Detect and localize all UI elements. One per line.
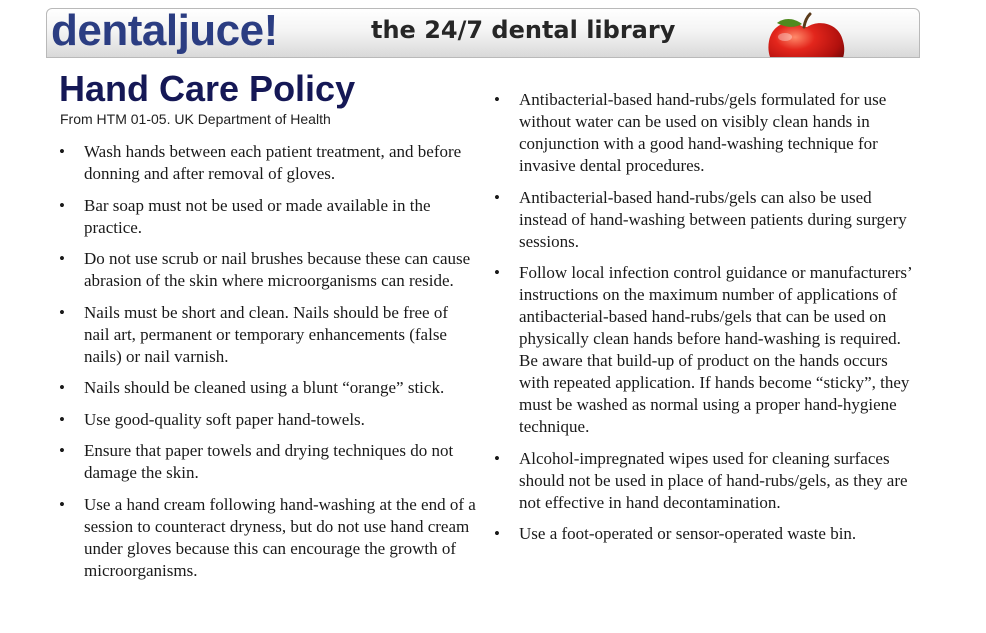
- bullet-icon: •: [59, 195, 65, 215]
- policy-item: [59, 195, 477, 239]
- policy-item-text: Use a foot-operated or sensor-operated waste bin.: [519, 524, 857, 543]
- right-policy-list: [494, 89, 914, 555]
- policy-item: [59, 440, 477, 484]
- brand-logo-text[interactable]: dentaljuce!: [51, 8, 278, 55]
- policy-item: [59, 302, 477, 368]
- bullet-icon: •: [59, 249, 65, 268]
- bullet-icon: •: [59, 441, 65, 460]
- bullet-icon: •: [494, 524, 500, 543]
- policy-item: [494, 89, 914, 177]
- site-tagline: the 24/7 dental library: [371, 16, 676, 44]
- policy-item-text: Nails must be short and clean. Nails should be free of nail art, permanent or temporary enhancements (false nails) or nail varnish.: [84, 302, 448, 366]
- site-banner: [46, 8, 920, 58]
- bullet-icon: •: [494, 448, 500, 468]
- policy-item: [59, 377, 477, 399]
- bullet-icon: •: [494, 263, 500, 282]
- policy-item: [59, 248, 477, 292]
- policy-item-text: Do not use scrub or nail brushes because these can cause abrasion of the skin where microorganisms can reside.: [84, 249, 471, 290]
- page-title: Hand Care Policy: [59, 68, 356, 109]
- source-citation: From HTM 01-05. UK Department of Health: [60, 111, 331, 127]
- bullet-icon: •: [59, 142, 65, 161]
- bullet-icon: •: [59, 494, 65, 514]
- policy-item: [494, 523, 914, 545]
- policy-item-text: Bar soap must not be used or made available in the practice.: [84, 195, 431, 237]
- policy-item: [59, 494, 477, 582]
- policy-item: [59, 141, 477, 185]
- policy-item-text: Use a hand cream following hand-washing at the end of a session to counteract dryness, but do not use hand cream under gloves because this can encourage the growth of microorganisms.: [84, 494, 476, 580]
- policy-item-text: Antibacterial-based hand-rubs/gels formulated for use without water can be used on visibly clean hands in conjunction with a good hand-washing technique for invasive dental procedures.: [519, 90, 887, 175]
- bullet-icon: •: [494, 90, 500, 109]
- bullet-icon: •: [59, 409, 65, 429]
- policy-item-text: Alcohol-impregnated wipes used for cleaning surfaces should not be used in place of hand-rubs/gels, as they are not effective in hand decontamination.: [519, 448, 908, 512]
- bullet-icon: •: [494, 187, 500, 207]
- apple-icon: [753, 11, 857, 58]
- policy-item-text: Wash hands between each patient treatment, and before donning and after removal of gloves.: [84, 142, 462, 183]
- policy-item-text: Antibacterial-based hand-rubs/gels can also be used instead of hand-washing between patients during surgery sessions.: [519, 187, 907, 251]
- policy-item: [494, 187, 914, 253]
- policy-item-text: Use good-quality soft paper hand-towels.: [84, 409, 365, 429]
- policy-item: [494, 448, 914, 514]
- bullet-icon: •: [59, 302, 65, 322]
- policy-item: [494, 262, 914, 438]
- policy-item-text: Ensure that paper towels and drying techniques do not damage the skin.: [84, 441, 454, 482]
- left-policy-list: [59, 141, 477, 591]
- bullet-icon: •: [59, 378, 65, 397]
- policy-item-text: Follow local infection control guidance or manufacturers’ instructions on the maximum number of applications of antibacterial-based hand-rubs/gels that can be used on physically clean hands before hand-washing is required. Be aware that build-up of product on the hands occurs with repeated application. If hands become “sticky”, they must be washed as normal using a proper hand-hygiene technique.: [519, 263, 912, 436]
- policy-item-text: Nails should be cleaned using a blunt “orange” stick.: [84, 378, 445, 397]
- policy-item: [59, 409, 477, 431]
